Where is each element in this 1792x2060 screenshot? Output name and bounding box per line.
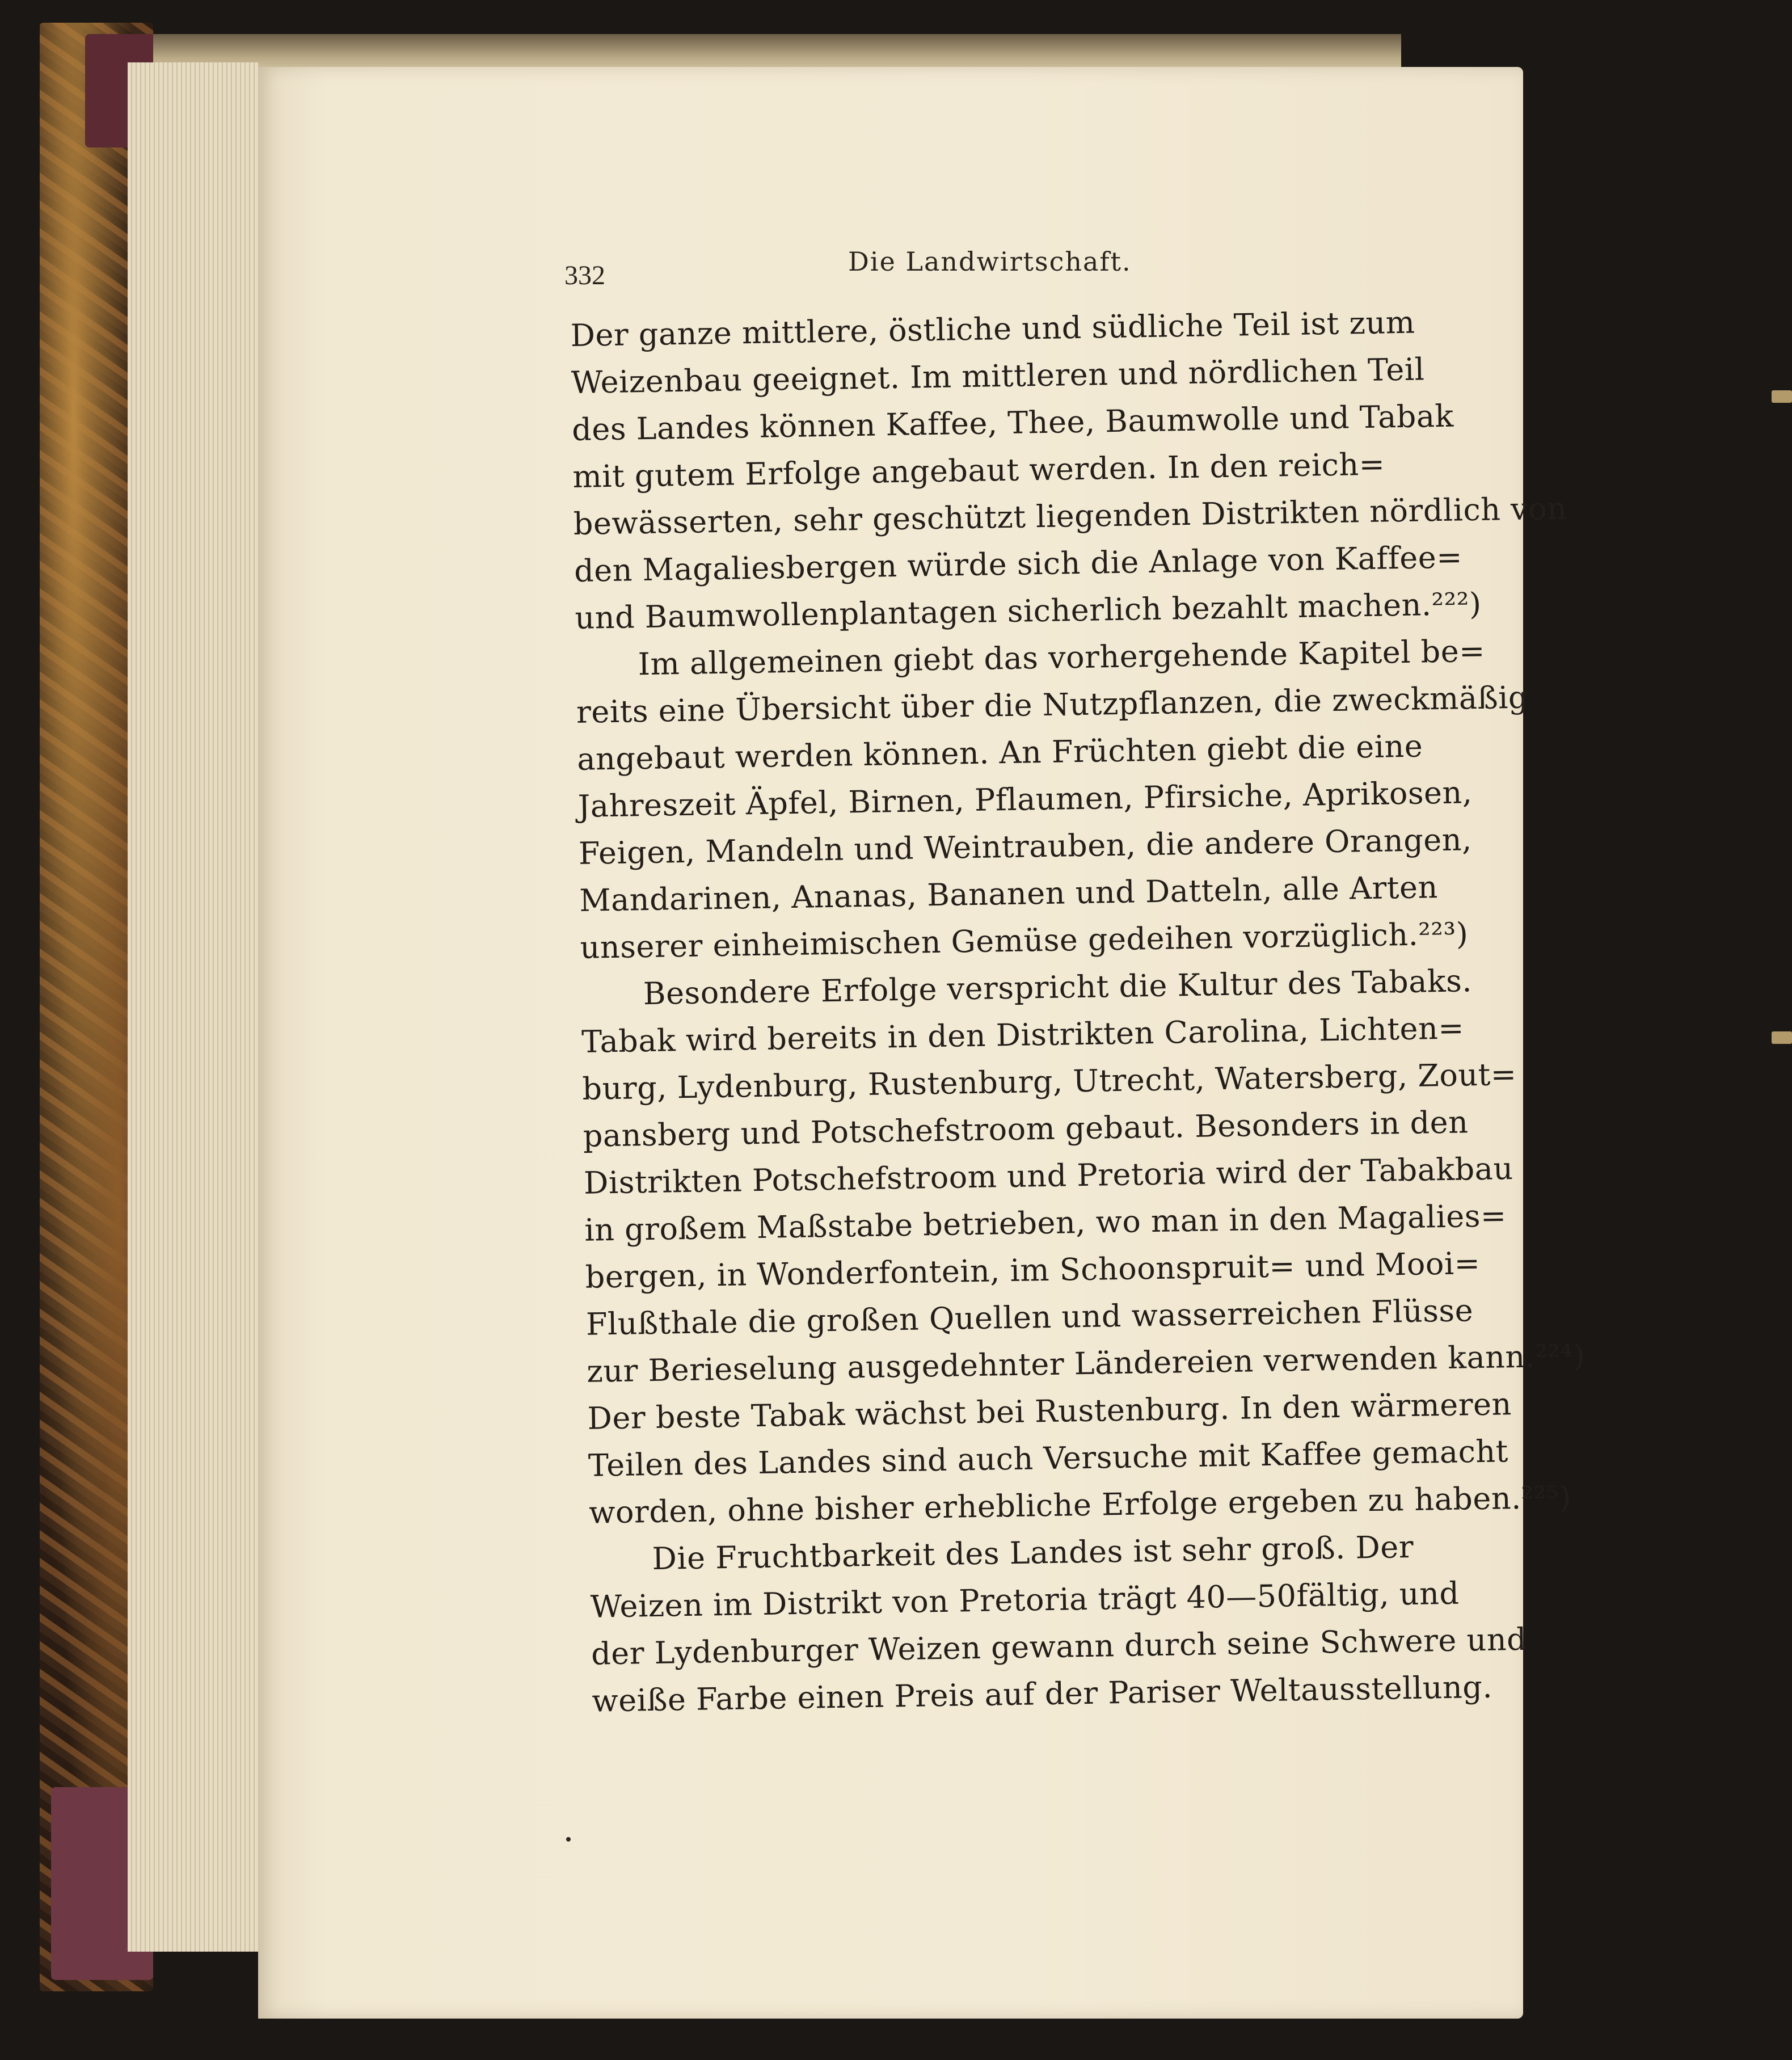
text-line: Der ganze mittlere, östliche und südliche Teil ist zum	[570, 304, 1415, 353]
text-line: Die Fruchtbarkeit des Landes ist sehr groß. Der	[652, 1528, 1414, 1577]
text-line: reits eine Übersicht über die Nutzpflanzen, die zweckmäßig	[576, 679, 1529, 730]
text-line: Mandarinen, Ananas, Bananen und Datteln, alle Arten	[579, 869, 1439, 919]
running-title: Die Landwirtschaft.	[848, 246, 1132, 277]
text-line: Flußthale die großen Quellen und wasserreichen Flüsse	[585, 1292, 1474, 1342]
page-tab-marker	[1772, 390, 1792, 403]
text-line: burg, Lydenburg, Rustenburg, Utrecht, Watersberg, Zout=	[582, 1056, 1517, 1107]
text-line: den Magaliesbergen würde sich die Anlage von Kaffee=	[574, 539, 1463, 589]
stray-mark	[566, 1837, 571, 1842]
text-line: Feigen, Mandeln und Weintrauben, die andere Orangen,	[578, 822, 1473, 871]
text-line: unserer einheimischen Gemüse gedeihen vorzüglich.²²³)	[580, 916, 1469, 966]
text-line: zur Berieselung ausgedehnter Ländereien verwenden kann.²²⁴)	[586, 1338, 1586, 1389]
page-edge-stack	[128, 62, 258, 1952]
page-tab-marker	[1772, 1031, 1792, 1044]
text-line: in großem Maßstabe betrieben, wo man in den Magalies=	[584, 1198, 1507, 1248]
text-line: Der beste Tabak wächst bei Rustenburg. In den wärmeren	[587, 1386, 1512, 1436]
text-line: pansberg und Potschefstroom gebaut. Besonders in den	[583, 1104, 1469, 1154]
text-line: Tabak wird bereits in den Distrikten Carolina, Lichten=	[581, 1010, 1465, 1060]
text-line: Weizenbau geeignet. Im mittleren und nördlichen Teil	[571, 351, 1425, 401]
text-line: bergen, in Wonderfontein, im Schoonspruit= und Mooi=	[585, 1245, 1481, 1295]
page-number: 332	[564, 260, 605, 290]
text-line: Teilen des Landes sind auch Versuche mit Kaffee gemacht	[588, 1433, 1509, 1484]
text-line: weiße Farbe einen Preis auf der Pariser Weltausstellung.	[591, 1669, 1493, 1719]
text-line: des Landes können Kaffee, Thee, Baumwolle und Tabak	[571, 398, 1454, 448]
body-text	[570, 300, 1586, 1725]
text-line: Jahreszeit Äpfel, Birnen, Pflaumen, Pfirsiche, Aprikosen,	[577, 774, 1473, 824]
text-line: angebaut werden können. An Früchten giebt die eine	[576, 728, 1423, 777]
text-line: Besondere Erfolge verspricht die Kultur des Tabaks.	[643, 963, 1473, 1012]
text-line: Im allgemeinen giebt das vorhergehende Kapitel be=	[638, 633, 1486, 683]
text-line: der Lydenburger Weizen gewann durch seine Schwere und	[591, 1621, 1527, 1672]
text-line: Distrikten Potschefstroom und Pretoria wird der Tabakbau	[583, 1151, 1514, 1201]
text-line: bewässerten, sehr geschützt liegenden Distrikten nördlich von	[573, 490, 1567, 542]
text-line: mit gutem Erfolge angebaut werden. In den reich=	[572, 446, 1385, 495]
text-line: und Baumwollenplantagen sicherlich bezahlt machen.²²²)	[574, 585, 1482, 636]
text-line: Weizen im Distrikt von Pretoria trägt 40—50fältig, und	[590, 1575, 1460, 1625]
text-line: worden, ohne bisher erhebliche Erfolge ergeben zu haben.²²⁵)	[588, 1479, 1572, 1531]
